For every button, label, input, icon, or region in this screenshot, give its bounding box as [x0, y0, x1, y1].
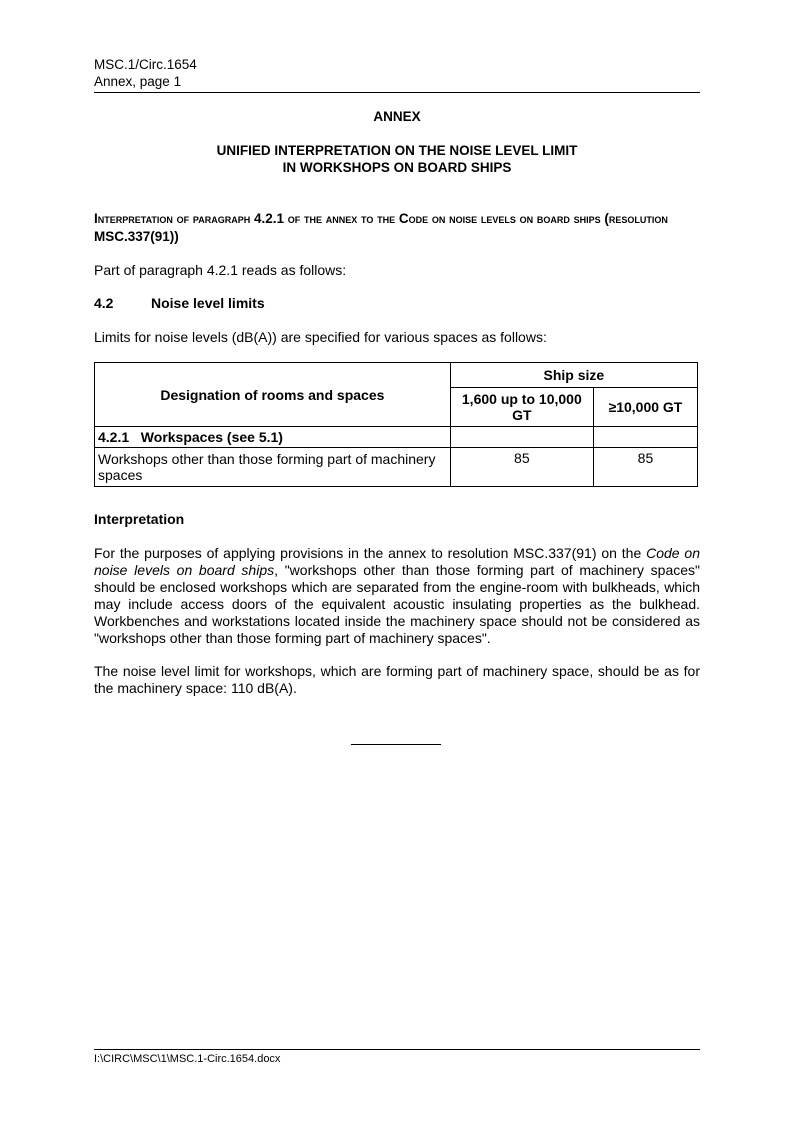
- interpretation-paragraph-2: The noise level limit for workshops, which are forming part of machinery space, should be as for the machinery space: 110 dB(A).: [94, 663, 700, 696]
- interpretation-title: Interpretation: [94, 511, 185, 527]
- workshops-value-large: 85: [593, 448, 697, 487]
- table-row: [95, 427, 698, 448]
- page-footer: [94, 1049, 700, 1066]
- section-title: Noise level limits: [151, 295, 265, 311]
- interp-heading-part-1: Interpretation of paragraph: [94, 211, 255, 226]
- workspaces-label: 4.2.1 Workspaces (see 5.1): [95, 427, 451, 448]
- body1-pre: For the purposes of applying provisions in the annex to resolution MSC.337(91) on the: [94, 545, 647, 561]
- page-header: [94, 56, 700, 93]
- header-large-ships: ≥10,000 GT: [593, 388, 697, 427]
- workshops-value-small: 85: [450, 448, 593, 487]
- limits-paragraph: Limits for noise levels (dB(A)) are specified for various spaces as follows:: [94, 329, 547, 345]
- interp-heading-part-4: MSC.337(91)): [94, 229, 179, 244]
- title-line-2: IN WORKSHOPS ON BOARD SHIPS: [282, 160, 512, 175]
- empty-cell: [450, 427, 593, 448]
- header-designation: Designation of rooms and spaces: [95, 363, 451, 427]
- empty-cell: [593, 427, 697, 448]
- document-title: [94, 142, 700, 176]
- interp-heading-part-2: 4.2.1: [254, 211, 285, 226]
- interpretation-heading: [94, 210, 700, 246]
- page-label: Annex, page 1: [94, 74, 182, 89]
- table-row: [95, 448, 698, 487]
- workshops-label: Workshops other than those forming part of machinery spaces: [95, 448, 451, 487]
- end-divider: [351, 744, 441, 745]
- header-small-ships: 1,600 up to 10,000 GT: [450, 388, 593, 427]
- doc-reference: MSC.1/Circ.1654: [94, 57, 197, 72]
- section-number: 4.2: [94, 295, 114, 311]
- table-header-row: [95, 363, 698, 388]
- annex-heading: ANNEX: [373, 109, 421, 124]
- intro-paragraph: Part of paragraph 4.2.1 reads as follows:: [94, 262, 347, 278]
- file-path: I:\CIRC\MSC\1\MSC.1-Circ.1654.docx: [94, 1053, 281, 1065]
- body1-post: , "workshops other than those forming part of machinery spaces" should be enclosed workshops which are separated from the engine-room with bulkheads, which may include access doors of the equivalent acoustic insulating properties as the bulkhead. Workbenches and workstations located inside the machinery space should not be considered as "workshops other than those forming part of machinery spaces".: [94, 562, 700, 646]
- interp-heading-part-3: of the annex to the Code on noise levels on board ships (resolution: [284, 211, 668, 226]
- section-heading: [94, 295, 265, 311]
- noise-limits-table: [94, 362, 698, 487]
- interpretation-paragraph-1: [94, 545, 700, 647]
- title-line-1: UNIFIED INTERPRETATION ON THE NOISE LEVEL LIMIT: [216, 143, 578, 158]
- header-ship-size: Ship size: [450, 363, 697, 388]
- code-title-italic: Code on noise levels on board ships: [94, 545, 700, 578]
